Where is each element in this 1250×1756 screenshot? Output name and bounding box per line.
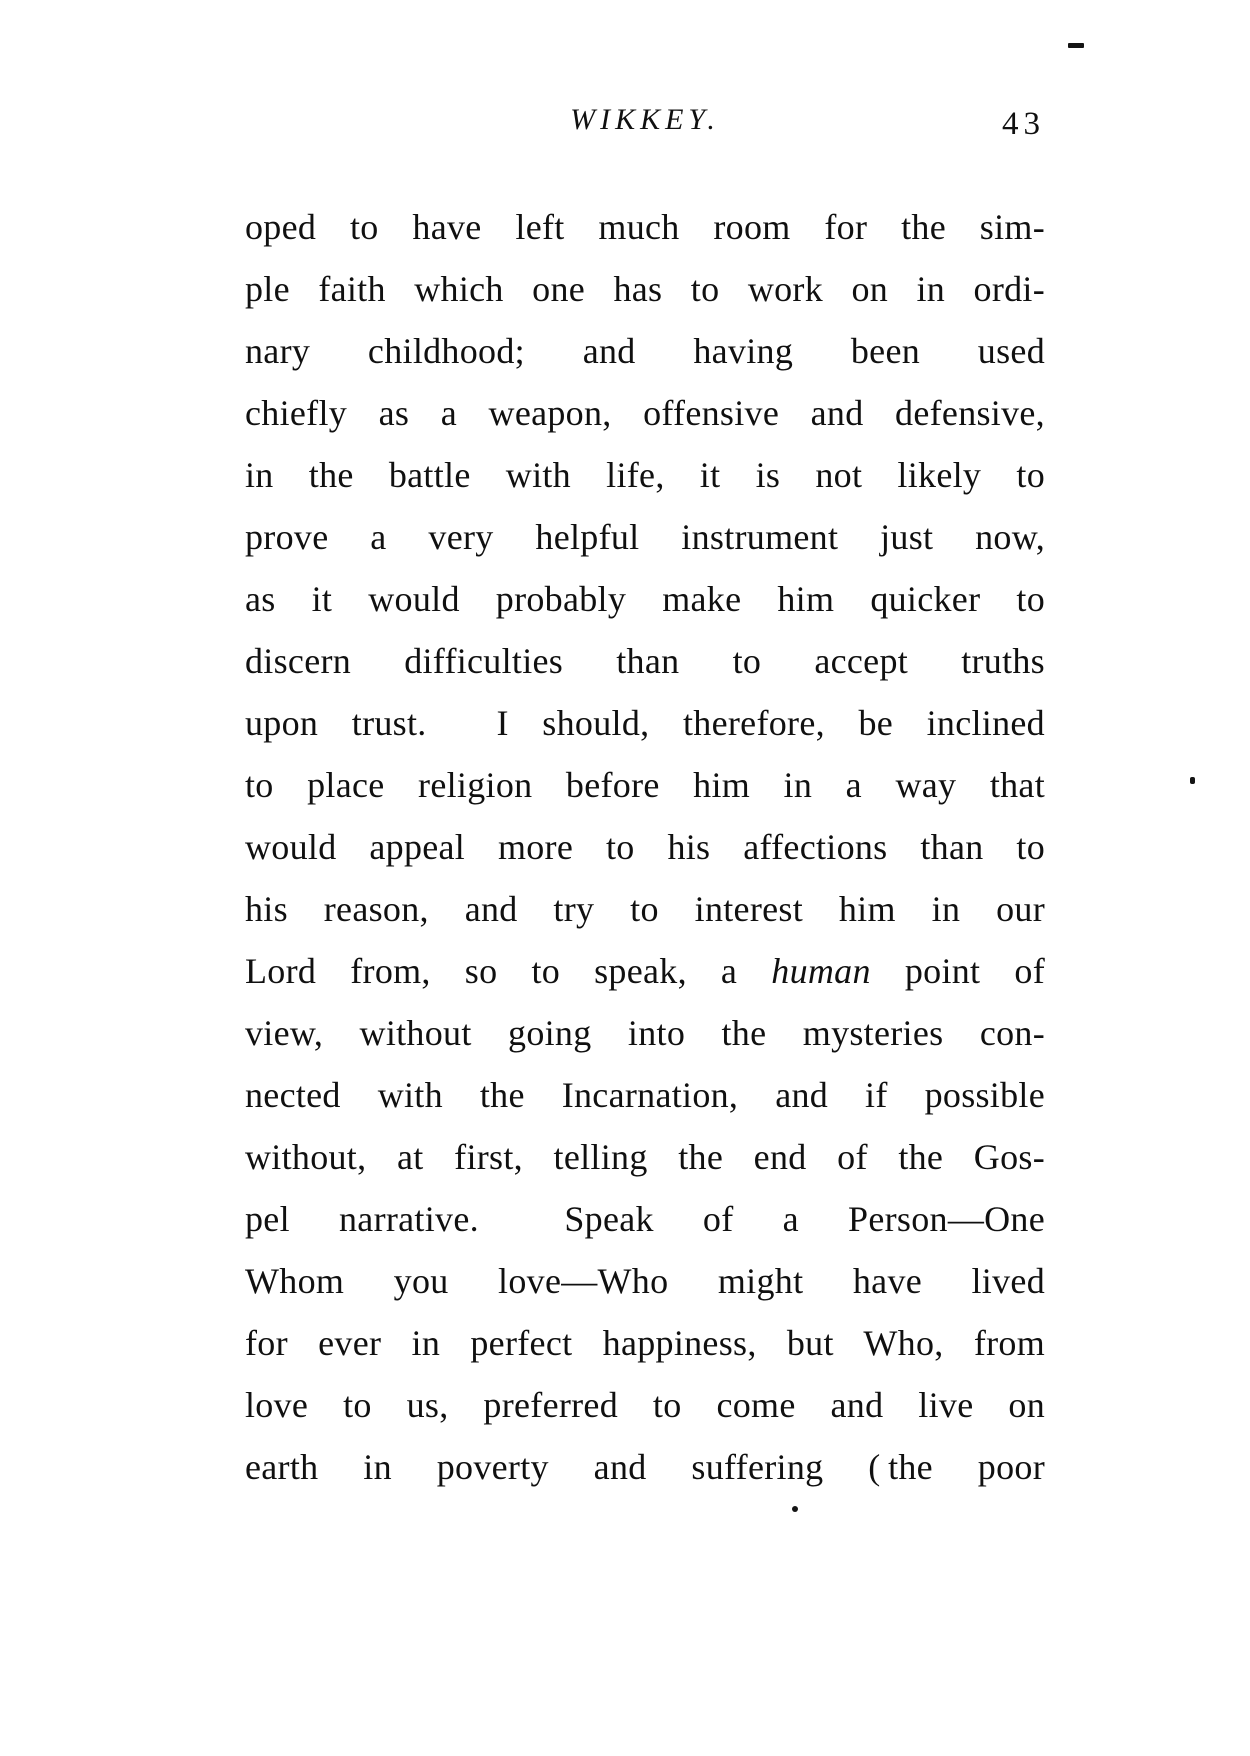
text-segment: for ever in perfect happiness, but Who, from [245,1323,1045,1363]
text-segment: his reason, and try to interest him in our [245,889,1045,929]
text-segment: to place religion before him in a way that [245,765,1045,805]
text-segment: pel narrative. Speak of a Person—One [245,1199,1045,1239]
italic-word: human [771,951,871,991]
text-segment: earth in poverty and suffering ( the poor [245,1447,1045,1487]
text-line [245,1126,1045,1188]
text-line [245,878,1045,940]
text-line [245,940,1045,1002]
text-segment: oped to have left much room for the sim- [245,207,1045,247]
text-line [245,1064,1045,1126]
text-line [245,568,1045,630]
text-segment: in the battle with life, it is not likely to [245,455,1045,495]
text-segment: discern difficulties than to accept truths [245,641,1045,681]
text-segment: Lord from, so to speak, a [245,951,772,991]
text-line [245,1002,1045,1064]
text-segment: view, without going into the mysteries con- [245,1013,1045,1053]
running-header-title: WIKKEY. [570,103,720,136]
text-segment: ple faith which one has to work on in ordi- [245,269,1045,309]
text-segment: prove a very helpful instrument just now, [245,517,1045,557]
text-line [245,1436,1045,1498]
text-segment: love to us, preferred to come and live on [245,1385,1045,1425]
text-line [245,1374,1045,1436]
scan-artifact-dash [1068,43,1084,48]
text-segment: Whom you love—Who might have lived [245,1261,1045,1301]
text-line [245,1312,1045,1374]
text-line [245,816,1045,878]
text-segment: without, at first, telling the end of the Gos- [245,1137,1045,1177]
scan-artifact-dot [792,1506,798,1512]
text-line [245,630,1045,692]
text-line [245,506,1045,568]
text-line [245,754,1045,816]
text-segment: as it would probably make him quicker to [245,579,1045,619]
text-segment: upon trust. I should, therefore, be inclined [245,703,1045,743]
text-segment: point of [870,951,1045,991]
text-segment: nected with the Incarnation, and if possible [245,1075,1045,1115]
text-line [245,320,1045,382]
text-line [245,444,1045,506]
text-line [245,382,1045,444]
text-line [245,1250,1045,1312]
scan-artifact-dot [1190,777,1195,784]
text-line [245,196,1045,258]
text-segment: would appeal more to his affections than to [245,827,1045,867]
text-line [245,1188,1045,1250]
text-segment: nary childhood; and having been used [245,331,1045,371]
text-segment: chiefly as a weapon, offensive and defensive, [245,393,1045,433]
page-number: 43 [1002,106,1045,142]
text-line [245,692,1045,754]
text-line [245,258,1045,320]
page-body-text [245,196,1045,1498]
